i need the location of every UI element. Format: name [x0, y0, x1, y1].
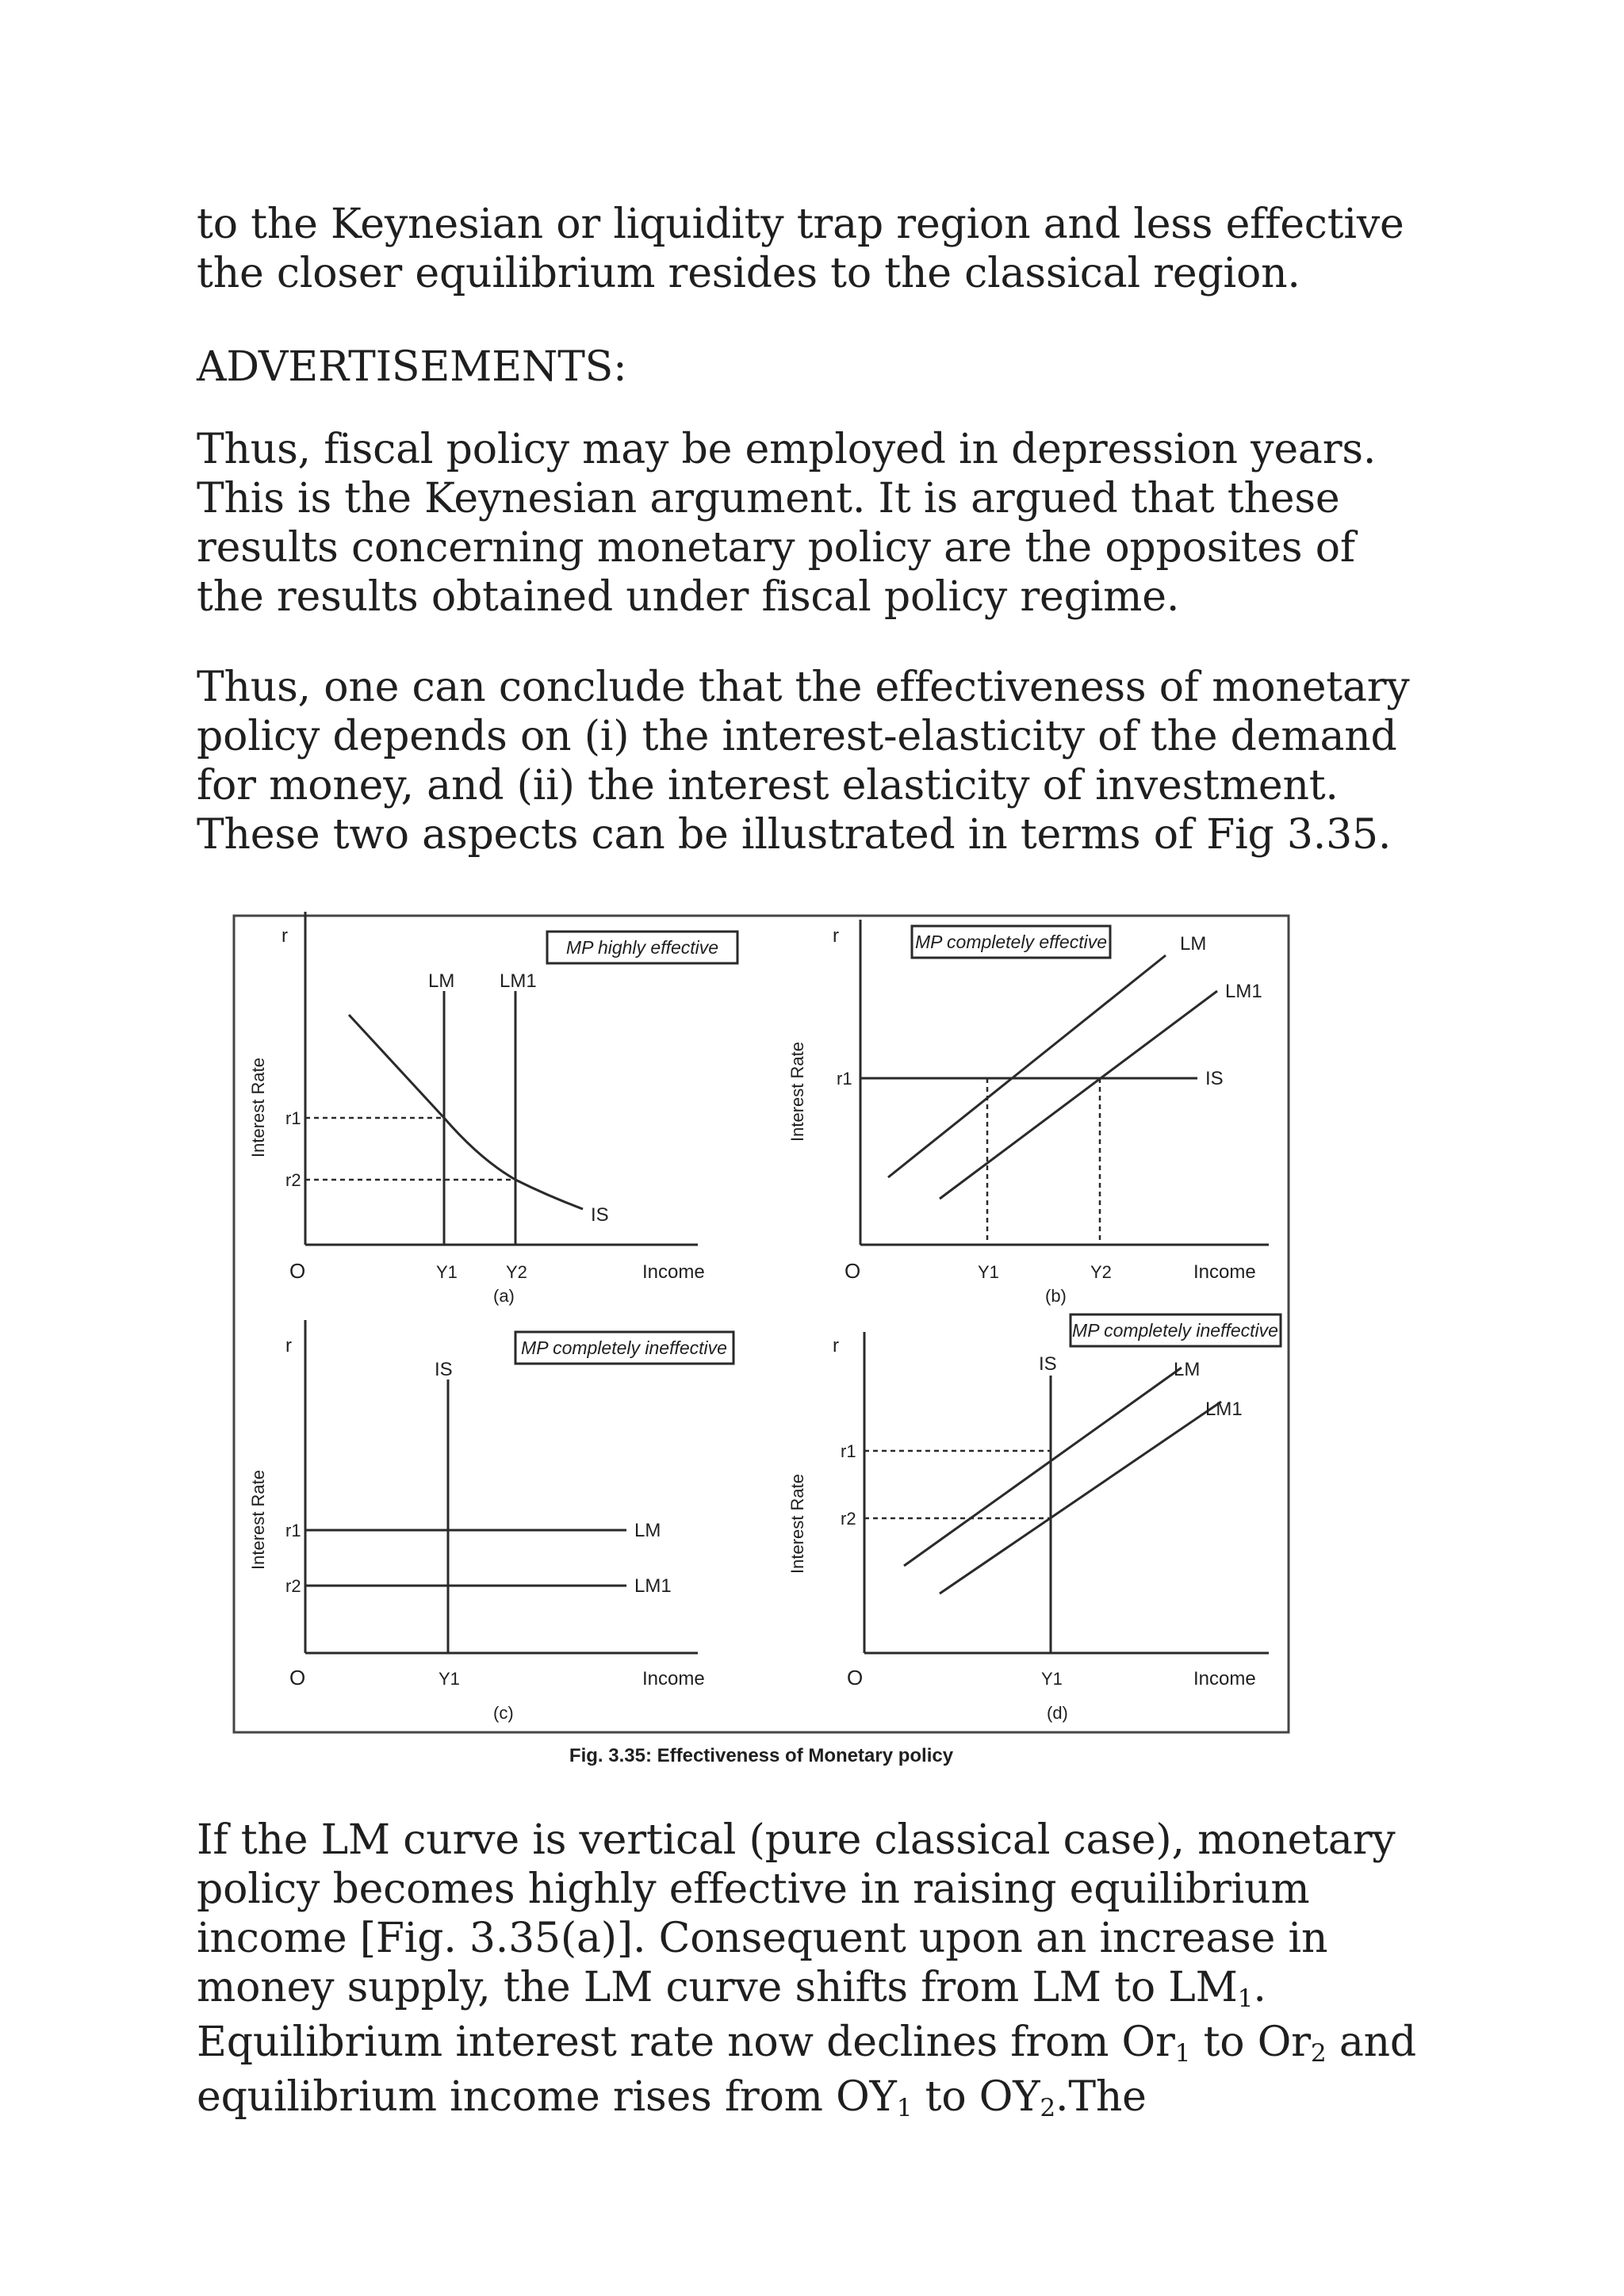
panel-a-r1-label: r1 — [285, 1108, 301, 1128]
panel-c-lm1-label: LM1 — [634, 1575, 672, 1597]
panel-c-r1-label: r1 — [285, 1521, 301, 1540]
panel-c — [248, 1320, 733, 1723]
panel-b-lm-line — [888, 955, 1166, 1177]
panel-b-y1-label: Y1 — [978, 1262, 999, 1282]
panel-d-income-label: Income — [1193, 1668, 1256, 1689]
panel-c-is-label: IS — [435, 1359, 453, 1380]
lm-subscript-3: 2 — [1310, 2038, 1327, 2068]
panel-d-box-text: MP completely ineffective — [1072, 1320, 1278, 1341]
panel-d-origin: O — [847, 1666, 864, 1689]
lm-text-part5: to OY — [912, 2073, 1040, 2121]
panel-b-origin: O — [845, 1259, 861, 1283]
panel-d-r1-label: r1 — [841, 1441, 856, 1461]
lm-text-part4: and equilibrium income rises from OY — [197, 2019, 1417, 2121]
lm-subscript-5: 2 — [1040, 2093, 1056, 2122]
panel-d-lm-line — [904, 1368, 1182, 1566]
lm-text-part3: to Or — [1190, 2019, 1311, 2066]
panel-a-tag: (a) — [493, 1286, 515, 1306]
panel-d-tag: (d) — [1047, 1703, 1068, 1723]
panel-b-box-text: MP completely effective — [914, 932, 1108, 952]
figure-caption: Fig. 3.35: Effectiveness of Monetary policy — [569, 1745, 954, 1766]
panel-c-lm-label: LM — [634, 1520, 661, 1541]
panel-c-r-label: r — [285, 1335, 292, 1357]
paragraph-fiscal-policy: Thus, fiscal policy may be employed in depression years. This is the Keynesian argument. It is argued that these results concerning monetary policy are the opposites of the results obtained under fiscal policy regime. — [197, 426, 1377, 621]
panel-a-y-axis-label: Interest Rate — [248, 1058, 268, 1158]
paragraph-lm-vertical — [197, 1816, 1434, 2127]
lm-text-part2: . Equilibrium interest rate now declines from Or — [197, 1964, 1266, 2066]
panel-b-y-axis-label: Interest Rate — [787, 1042, 807, 1142]
panel-b-y2-label: Y2 — [1090, 1262, 1112, 1282]
advertisements-label: ADVERTISEMENTS: — [197, 343, 627, 391]
panel-d — [787, 1314, 1281, 1723]
panel-d-y-axis-label: Interest Rate — [787, 1474, 807, 1574]
panel-c-y-axis-label: Interest Rate — [248, 1470, 268, 1570]
panel-a-lm-label: LM — [428, 970, 455, 992]
panel-d-r2-label: r2 — [841, 1509, 856, 1529]
panel-d-is-label: IS — [1039, 1353, 1057, 1375]
lm-subscript-4: 1 — [896, 2093, 913, 2122]
panel-d-y1-label: Y1 — [1041, 1669, 1063, 1689]
lm-subscript-2: 1 — [1174, 2038, 1191, 2068]
panel-d-lm1-label: LM1 — [1205, 1399, 1243, 1420]
panel-a-r2-label: r2 — [285, 1170, 301, 1190]
lm-text-part1: If the LM curve is vertical (pure classical case), monetary policy becomes highly effective in raising equilibrium income [Fig. 3.35(a)]. Consequent upon an increase in money supply, the LM curve shifts from LM to LM — [197, 1816, 1396, 2011]
panel-a-y2-label: Y2 — [506, 1262, 527, 1282]
panel-c-income-label: Income — [642, 1668, 705, 1689]
lm-subscript-1: 1 — [1237, 1984, 1254, 2013]
panel-d-lm-label: LM — [1174, 1359, 1201, 1380]
panel-b-lm1-label: LM1 — [1225, 981, 1262, 1002]
paragraph-effectiveness: Thus, one can conclude that the effectiveness of monetary policy depends on (i) the interest-elasticity of the demand for money, and (ii) the interest elasticity of investment. These two aspects can be illustrated in terms of Fig 3.35. — [197, 664, 1410, 859]
panel-b-tag: (b) — [1045, 1286, 1067, 1306]
panel-c-origin: O — [289, 1666, 306, 1689]
paragraph-liquidity-trap: to the Keynesian or liquidity trap region and less effective the closer equilibrium resides to the classical region. — [197, 201, 1404, 297]
panel-d-r-label: r — [833, 1335, 839, 1357]
panel-a-box-text: MP highly effective — [565, 937, 719, 958]
panel-a-y1-label: Y1 — [436, 1262, 458, 1282]
panel-b-r-label: r — [833, 925, 839, 947]
panel-a — [248, 912, 737, 1306]
panel-c-y1-label: Y1 — [439, 1669, 460, 1689]
panel-a-lm1-label: LM1 — [500, 970, 537, 992]
panel-c-tag: (c) — [493, 1703, 514, 1723]
panel-d-lm1-line — [940, 1402, 1221, 1594]
panel-a-is-label: IS — [591, 1204, 609, 1226]
panel-b-is-label: IS — [1205, 1068, 1224, 1089]
panel-c-box-text: MP completely ineffective — [521, 1337, 727, 1358]
panel-a-origin: O — [289, 1259, 306, 1283]
panel-a-r-label: r — [282, 925, 288, 947]
panel-b-income-label: Income — [1193, 1261, 1256, 1283]
panel-b-lm-label: LM — [1180, 933, 1207, 955]
panel-b-r1-label: r1 — [837, 1069, 852, 1089]
lm-text-part6: .The — [1055, 2073, 1147, 2121]
panel-b — [787, 920, 1269, 1306]
panel-b-lm1-line — [940, 991, 1217, 1199]
panel-c-r2-label: r2 — [285, 1576, 301, 1596]
panel-a-income-label: Income — [642, 1261, 705, 1283]
